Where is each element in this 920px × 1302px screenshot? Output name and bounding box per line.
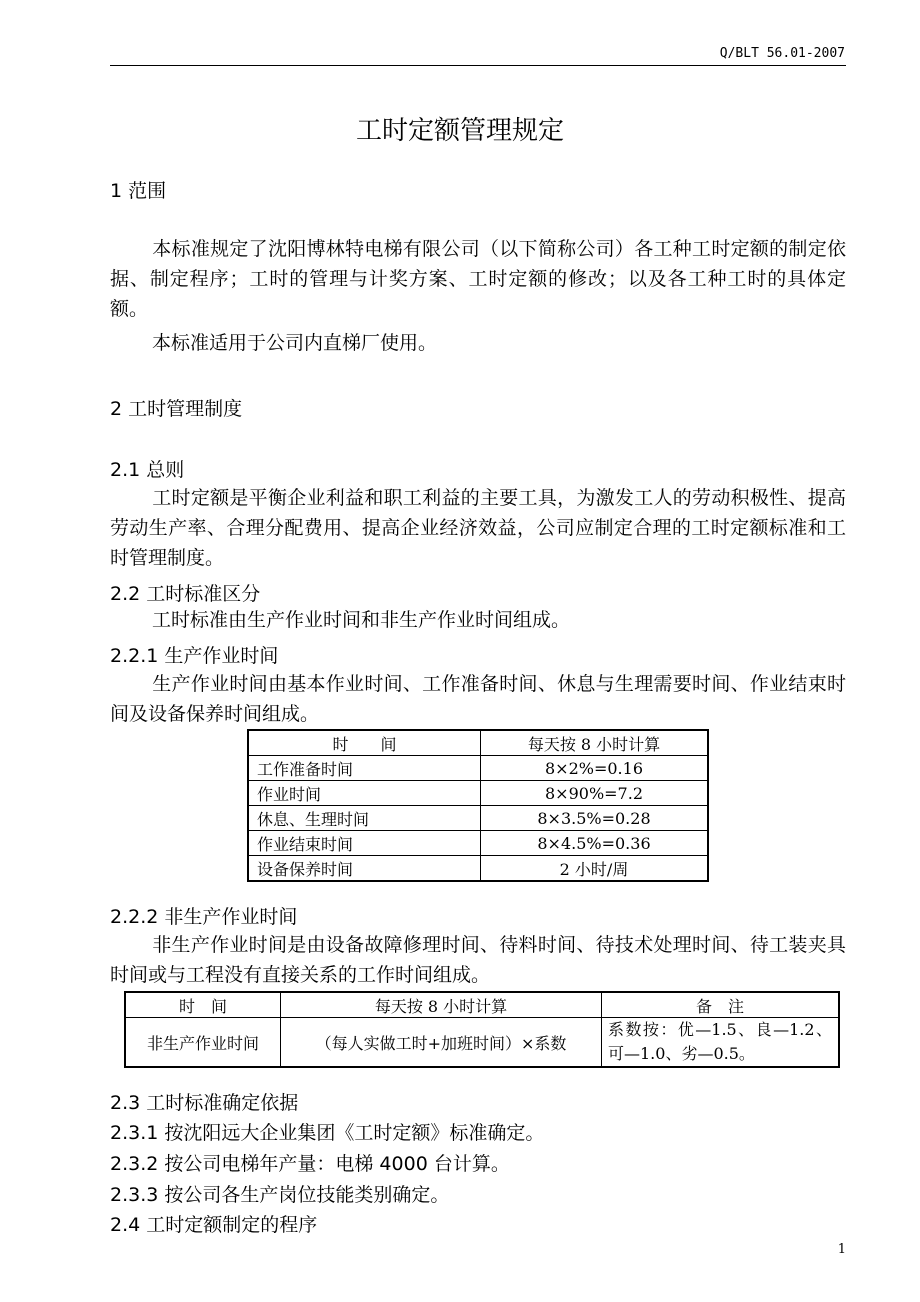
table-row [248,856,708,882]
table-row [248,756,708,781]
section-1-paragraph-1 [110,234,846,324]
header-rule [110,65,846,66]
section-1-paragraph-2 [110,328,846,358]
table-cell: 8×2%=0.16 [481,756,709,781]
table-row [248,831,708,856]
table-cell: 非生产作业时间 [125,1018,281,1068]
table-cell: 工作准备时间 [248,756,481,781]
section-2-2-heading: 2.2 工时标准区分 [110,583,261,605]
table-cell: 8×4.5%=0.36 [481,831,709,856]
section-2-2-2-paragraph [110,930,846,990]
table-header-row [248,730,708,756]
production-time-table [247,729,709,882]
table-row [248,806,708,831]
paragraph-text: 本标准适用于公司内直梯厂使用。 [152,332,438,354]
section-2-2-1-heading: 2.2.1 生产作业时间 [110,645,279,667]
paragraph-text: 本标准规定了沈阳博林特电梯有限公司（以下简称公司）各工种工时定额的制定依据、制定程序；工时的管理与计奖方案、工时定额的修改；以及各工种工时的具体定额。 [110,238,846,320]
page-title: 工时定额管理规定 [355,116,564,146]
section-2-2-paragraph [110,605,846,635]
table-header-cell: 时 间 [248,730,481,756]
table-cell: 作业结束时间 [248,831,481,856]
table-cell: 2 小时/周 [481,856,709,882]
section-2-3-heading: 2.3 工时标准确定依据 [110,1092,299,1114]
paragraph-text: 工时标准由生产作业时间和非生产作业时间组成。 [152,609,571,631]
table-cell: 8×3.5%=0.28 [481,806,709,831]
section-2-3-3: 2.3.3 按公司各生产岗位技能类别确定。 [110,1184,450,1206]
section-1-heading: 1 范围 [110,180,167,202]
table-row [125,1018,839,1068]
page-number: 1 [837,1242,846,1257]
table-cell: 系数按：优—1.5、良—1.2、可—1.0、劣—0.5。 [602,1018,840,1068]
paragraph-text: 非生产作业时间是由设备故障修理时间、待料时间、待技术处理时间、待工装夹具时间或与工程没有直接关系的工作时间组成。 [110,934,846,986]
table-cell: 设备保养时间 [248,856,481,882]
table-row [248,781,708,806]
table-cell: 8×90%=7.2 [481,781,709,806]
table-header-cell: 每天按 8 小时计算 [481,730,709,756]
table-header-row [125,992,839,1018]
table-header-cell: 每天按 8 小时计算 [281,992,602,1018]
table-cell: （每人实做工时+加班时间）×系数 [281,1018,602,1068]
paragraph-text: 生产作业时间由基本作业时间、工作准备时间、休息与生理需要时间、作业结束时间及设备保养时间组成。 [110,673,846,725]
table-header-cell: 时 间 [125,992,281,1018]
non-production-time-table [124,991,840,1068]
section-2-heading: 2 工时管理制度 [110,398,243,420]
table-cell: 作业时间 [248,781,481,806]
section-2-1-paragraph [110,483,846,573]
section-2-2-1-paragraph [110,669,846,729]
section-2-1-heading: 2.1 总则 [110,459,185,481]
section-2-2-2-heading: 2.2.2 非生产作业时间 [110,906,298,928]
section-2-4-heading: 2.4 工时定额制定的程序 [110,1214,318,1236]
table-cell: 休息、生理时间 [248,806,481,831]
section-2-3-2: 2.3.2 按公司电梯年产量：电梯 4000 台计算。 [110,1153,510,1175]
table-header-cell: 备 注 [602,992,840,1018]
document-code: Q/BLT 56.01-2007 [719,46,845,61]
section-2-3-1: 2.3.1 按沈阳远大企业集团《工时定额》标准确定。 [110,1122,545,1144]
paragraph-text: 工时定额是平衡企业利益和职工利益的主要工具，为激发工人的劳动积极性、提高劳动生产率、合理分配费用、提高企业经济效益，公司应制定合理的工时定额标准和工时管理制度。 [110,487,846,569]
